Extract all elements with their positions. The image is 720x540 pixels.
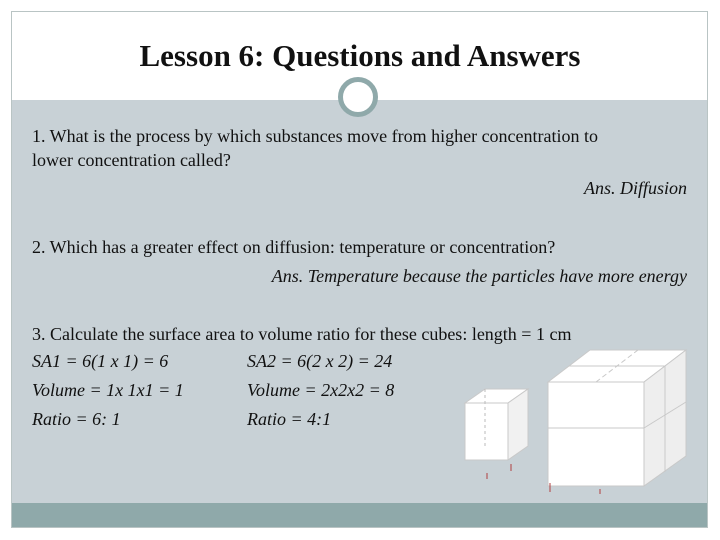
cubes-illustration bbox=[450, 340, 720, 500]
small-cube-surface-area: SA1 = 6(1 x 1) = 6 bbox=[32, 351, 169, 371]
circle-ornament bbox=[338, 77, 378, 117]
answer-1: Ans. Diffusion bbox=[583, 178, 687, 198]
small-cube-front bbox=[465, 403, 508, 460]
large-cube-volume: Volume = 2x2x2 = 8 bbox=[247, 380, 395, 400]
question-3: 3. Calculate the surface area to volume ratio for these cubes: length = 1 cm bbox=[32, 324, 572, 344]
answer-2: Ans. Temperature because the particles have more energy bbox=[271, 266, 687, 286]
large-cube bbox=[548, 350, 686, 494]
small-cube bbox=[465, 389, 528, 479]
footer-bar bbox=[12, 503, 707, 527]
large-cube-ratio: Ratio = 4:1 bbox=[247, 409, 332, 429]
question-2: 2. Which has a greater effect on diffusion: temperature or concentration? bbox=[32, 237, 556, 257]
small-cube-ratio: Ratio = 6: 1 bbox=[32, 409, 121, 429]
large-cube-surface-area: SA2 = 6(2 x 2) = 24 bbox=[247, 351, 393, 371]
small-cube-volume: Volume = 1x 1x1 = 1 bbox=[32, 380, 184, 400]
large-cube-front bbox=[548, 382, 644, 486]
question-1: 1. What is the process by which substances move from higher concentration to lower concentration called? bbox=[32, 126, 599, 170]
slide-title: Lesson 6: Questions and Answers bbox=[139, 38, 581, 73]
